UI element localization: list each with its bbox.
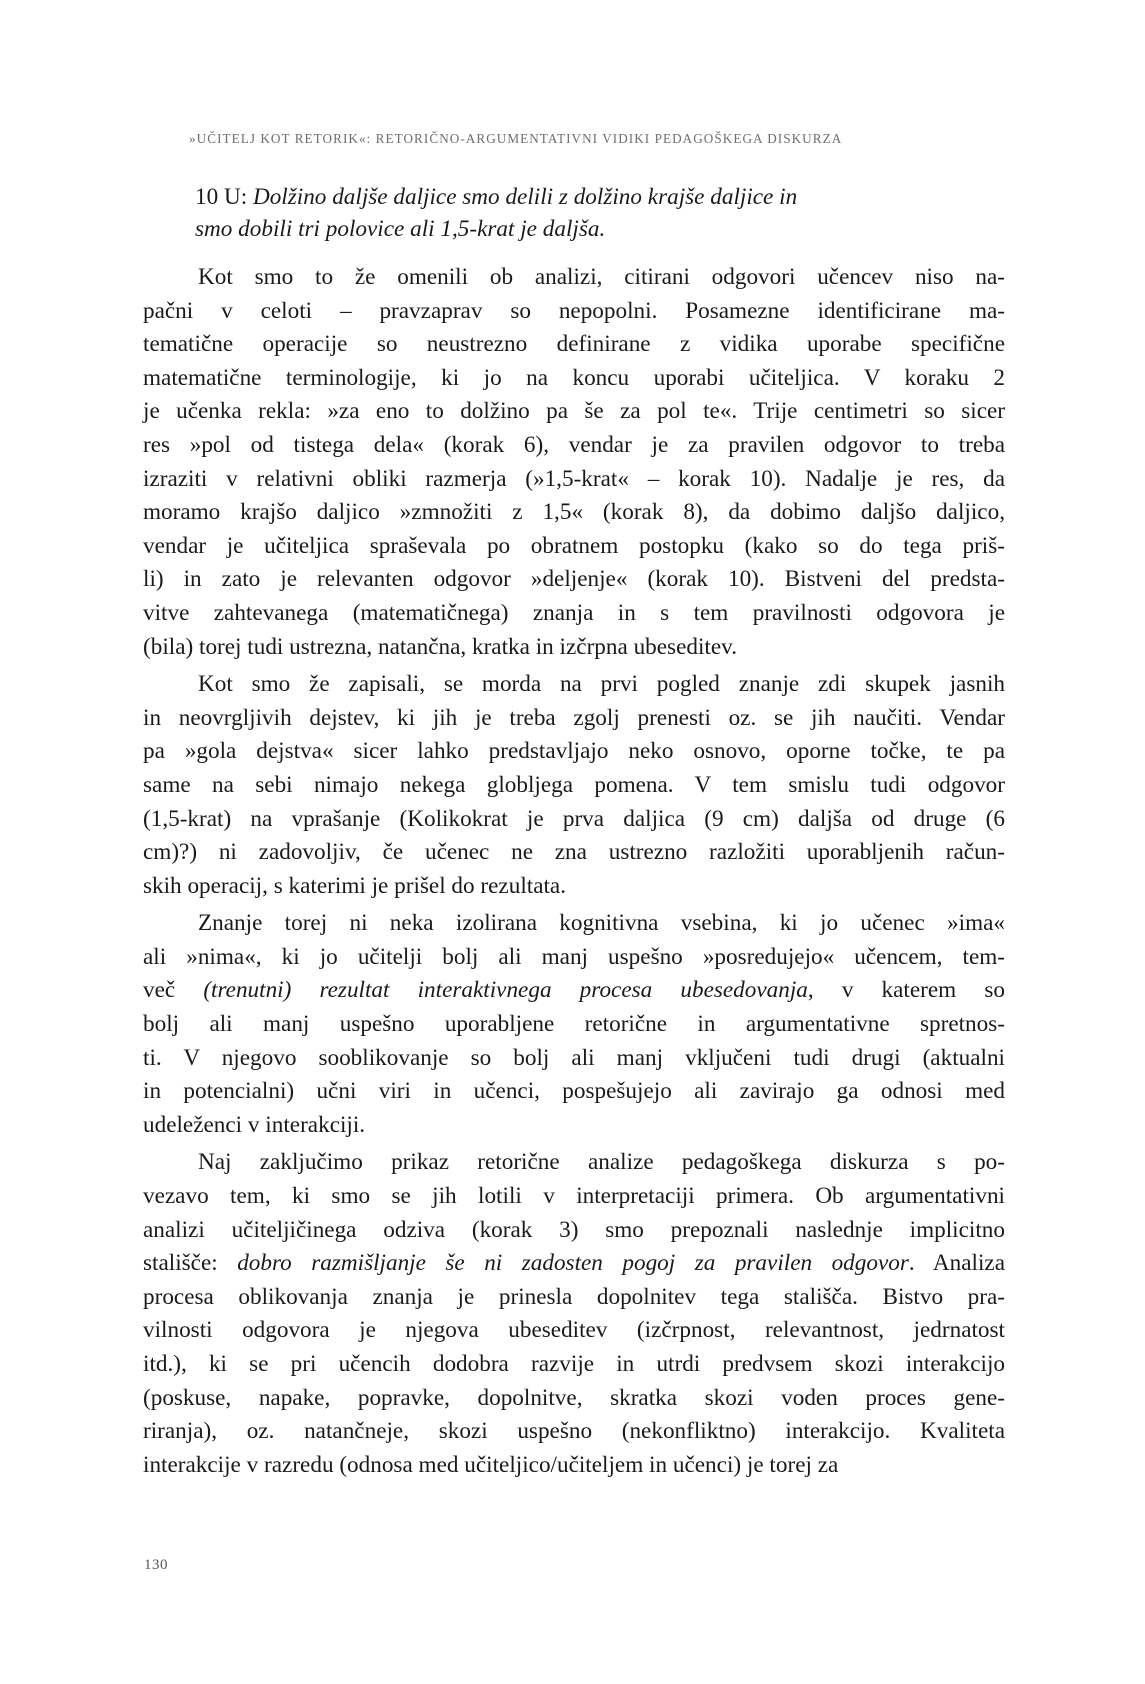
paragraph [143,907,1005,1142]
text-line: Naj zaključimo prikaz retorične analize pedagoškega diskurza s po- [198,1149,1005,1176]
text-line: Kot smo že zapisali, se morda na prvi pogled znanje zdi skupek jasnih [198,671,1005,698]
text-line: vendar je učiteljica spraševala po obratnem postopku (kako so do tega priš- [143,532,1005,559]
paragraph [143,261,1005,664]
text-line: in neovrgljivih dejstev, ki jih je treba zgolj prenesti oz. se jih naučiti. Vendar [143,704,1005,731]
body-text [143,182,1005,1486]
paragraph [143,1146,1005,1482]
text-line: stališče: dobro razmišljanje še ni zadosten pogoj za pravilen odgovor. Analiza [143,1250,1005,1277]
text-line: Kot smo to že omenili ob analizi, citirani odgovori učencev niso na- [198,264,1005,290]
running-head: »UČITELJ KOT RETORIK«: RETORIČNO-ARGUMENTATIVNI VIDIKI PEDAGOŠKEGA DISKURZA [189,131,843,146]
text-line: ali »nima«, ki jo učitelji bolj ali manj uspešno »posredujejo« učencem, tem- [143,943,1005,970]
text-line: pa »gola dejstva« sicer lahko predstavljajo neko osnovo, oporne točke, te pa [143,738,1005,765]
text-line: li) in zato je relevanten odgovor »deljenje« (korak 10). Bistveni del predsta- [143,566,1005,593]
text-line: analizi učiteljičinega odziva (korak 3) smo prepoznali naslednje implicitno [143,1216,1005,1243]
text-line: riranja), oz. natančneje, skozi uspešno (nekonfliktno) interakcijo. Kvaliteta [143,1418,1005,1445]
text-line: (1,5-krat) na vprašanje (Kolikokrat je prva daljica (9 cm) daljša od druge (6 [143,805,1005,832]
dialogue-excerpt [195,182,1005,245]
text-line: (bila) torej tudi ustrezna, natančna, kratka in izčrpna ubeseditev. [143,633,738,660]
text-line: procesa oblikovanja znanja je prinesla dopolnitev tega stališča. Bistvo pra- [143,1283,1005,1310]
text-line: moramo krajšo daljico »zmnožiti z 1,5« (korak 8), da dobimo daljšo daljico, [143,499,1005,526]
utterance-line-2: smo dobili tri polovice ali 1,5-krat je daljša. [195,215,606,242]
text-line: res »pol od tistega dela« (korak 6), vendar je za pravilen odgovor to treba [143,431,1005,458]
text-line: (poskuse, napake, popravke, dopolnitve, skratka skozi voden proces gene- [143,1384,1005,1411]
paragraphs [143,261,1005,1482]
utterance-line-1: Dolžino daljše daljice smo delili z dolžino krajše daljice in [252,184,798,210]
text-line: itd.), ki se pri učencih dodobra razvije in utrdi predvsem skozi interakcijo [143,1351,1005,1377]
text-line: Znanje torej ni neka izolirana kognitivna vsebina, ki jo učenec »ima« [198,910,1005,937]
text-line: matematične terminologije, ki jo na koncu uporabi učiteljica. V koraku 2 [143,364,1005,391]
emphasis: dobro razmišljanje še ni zadosten pogoj za pravilen odgovor [237,1250,909,1277]
text-line: je učenka rekla: »za eno to dolžino pa še za pol te«. Trije centimetri so sicer [143,398,1005,425]
text-line: bolj ali manj uspešno uporabljene retorične in argumentativne spretnos- [143,1011,1005,1038]
text-line: pačni v celoti – pravzaprav so nepopolni. Posamezne identificirane ma- [143,297,1005,324]
text-line: interakcije v razredu (odnosa med učiteljico/učiteljem in učenci) je torej za [143,1451,839,1478]
text-line: tematične operacije so neustrezno definirane z vidika uporabe specifične [143,331,1005,358]
text-line: ti. V njegovo sooblikovanje so bolj ali manj vključeni tudi drugi (aktualni [143,1044,1005,1071]
emphasis: (trenutni) rezultat interaktivnega procesa ubesedovanja [203,977,808,1004]
text-line: in potencialni) učni viri in učenci, pospešujejo ali zavirajo ga odnosi med [143,1078,1005,1105]
page-number: 130 [144,1557,168,1573]
text-line: več (trenutni) rezultat interaktivnega procesa ubesedovanja, v katerem so [143,977,1005,1004]
text-line: vezavo tem, ki smo se jih lotili v interpretaciji primera. Ob argumentativni [143,1183,1005,1210]
text-line: cm)?) ni zadovoljiv, če učenec ne zna ustrezno razložiti uporabljenih račun- [143,839,1005,866]
text-line: vitve zahtevanega (matematičnega) znanja in s tem pravilnosti odgovora je [143,599,1005,626]
text-line: udeleženci v interakciji. [143,1111,366,1138]
text-line: same na sebi nimajo nekega globljega pomena. V tem smislu tudi odgovor [143,771,1005,798]
text-line: izraziti v relativni obliki razmerja (»1,5-krat« – korak 10). Nadalje je res, da [143,465,1005,492]
text-line: skih operacij, s katerimi je prišel do rezultata. [143,872,567,899]
paragraph [143,668,1005,903]
text-line: vilnosti odgovora je njegova ubeseditev (izčrpnost, relevantnost, jedrnatost [143,1317,1005,1344]
speaker-label: 10 U: [195,184,253,210]
